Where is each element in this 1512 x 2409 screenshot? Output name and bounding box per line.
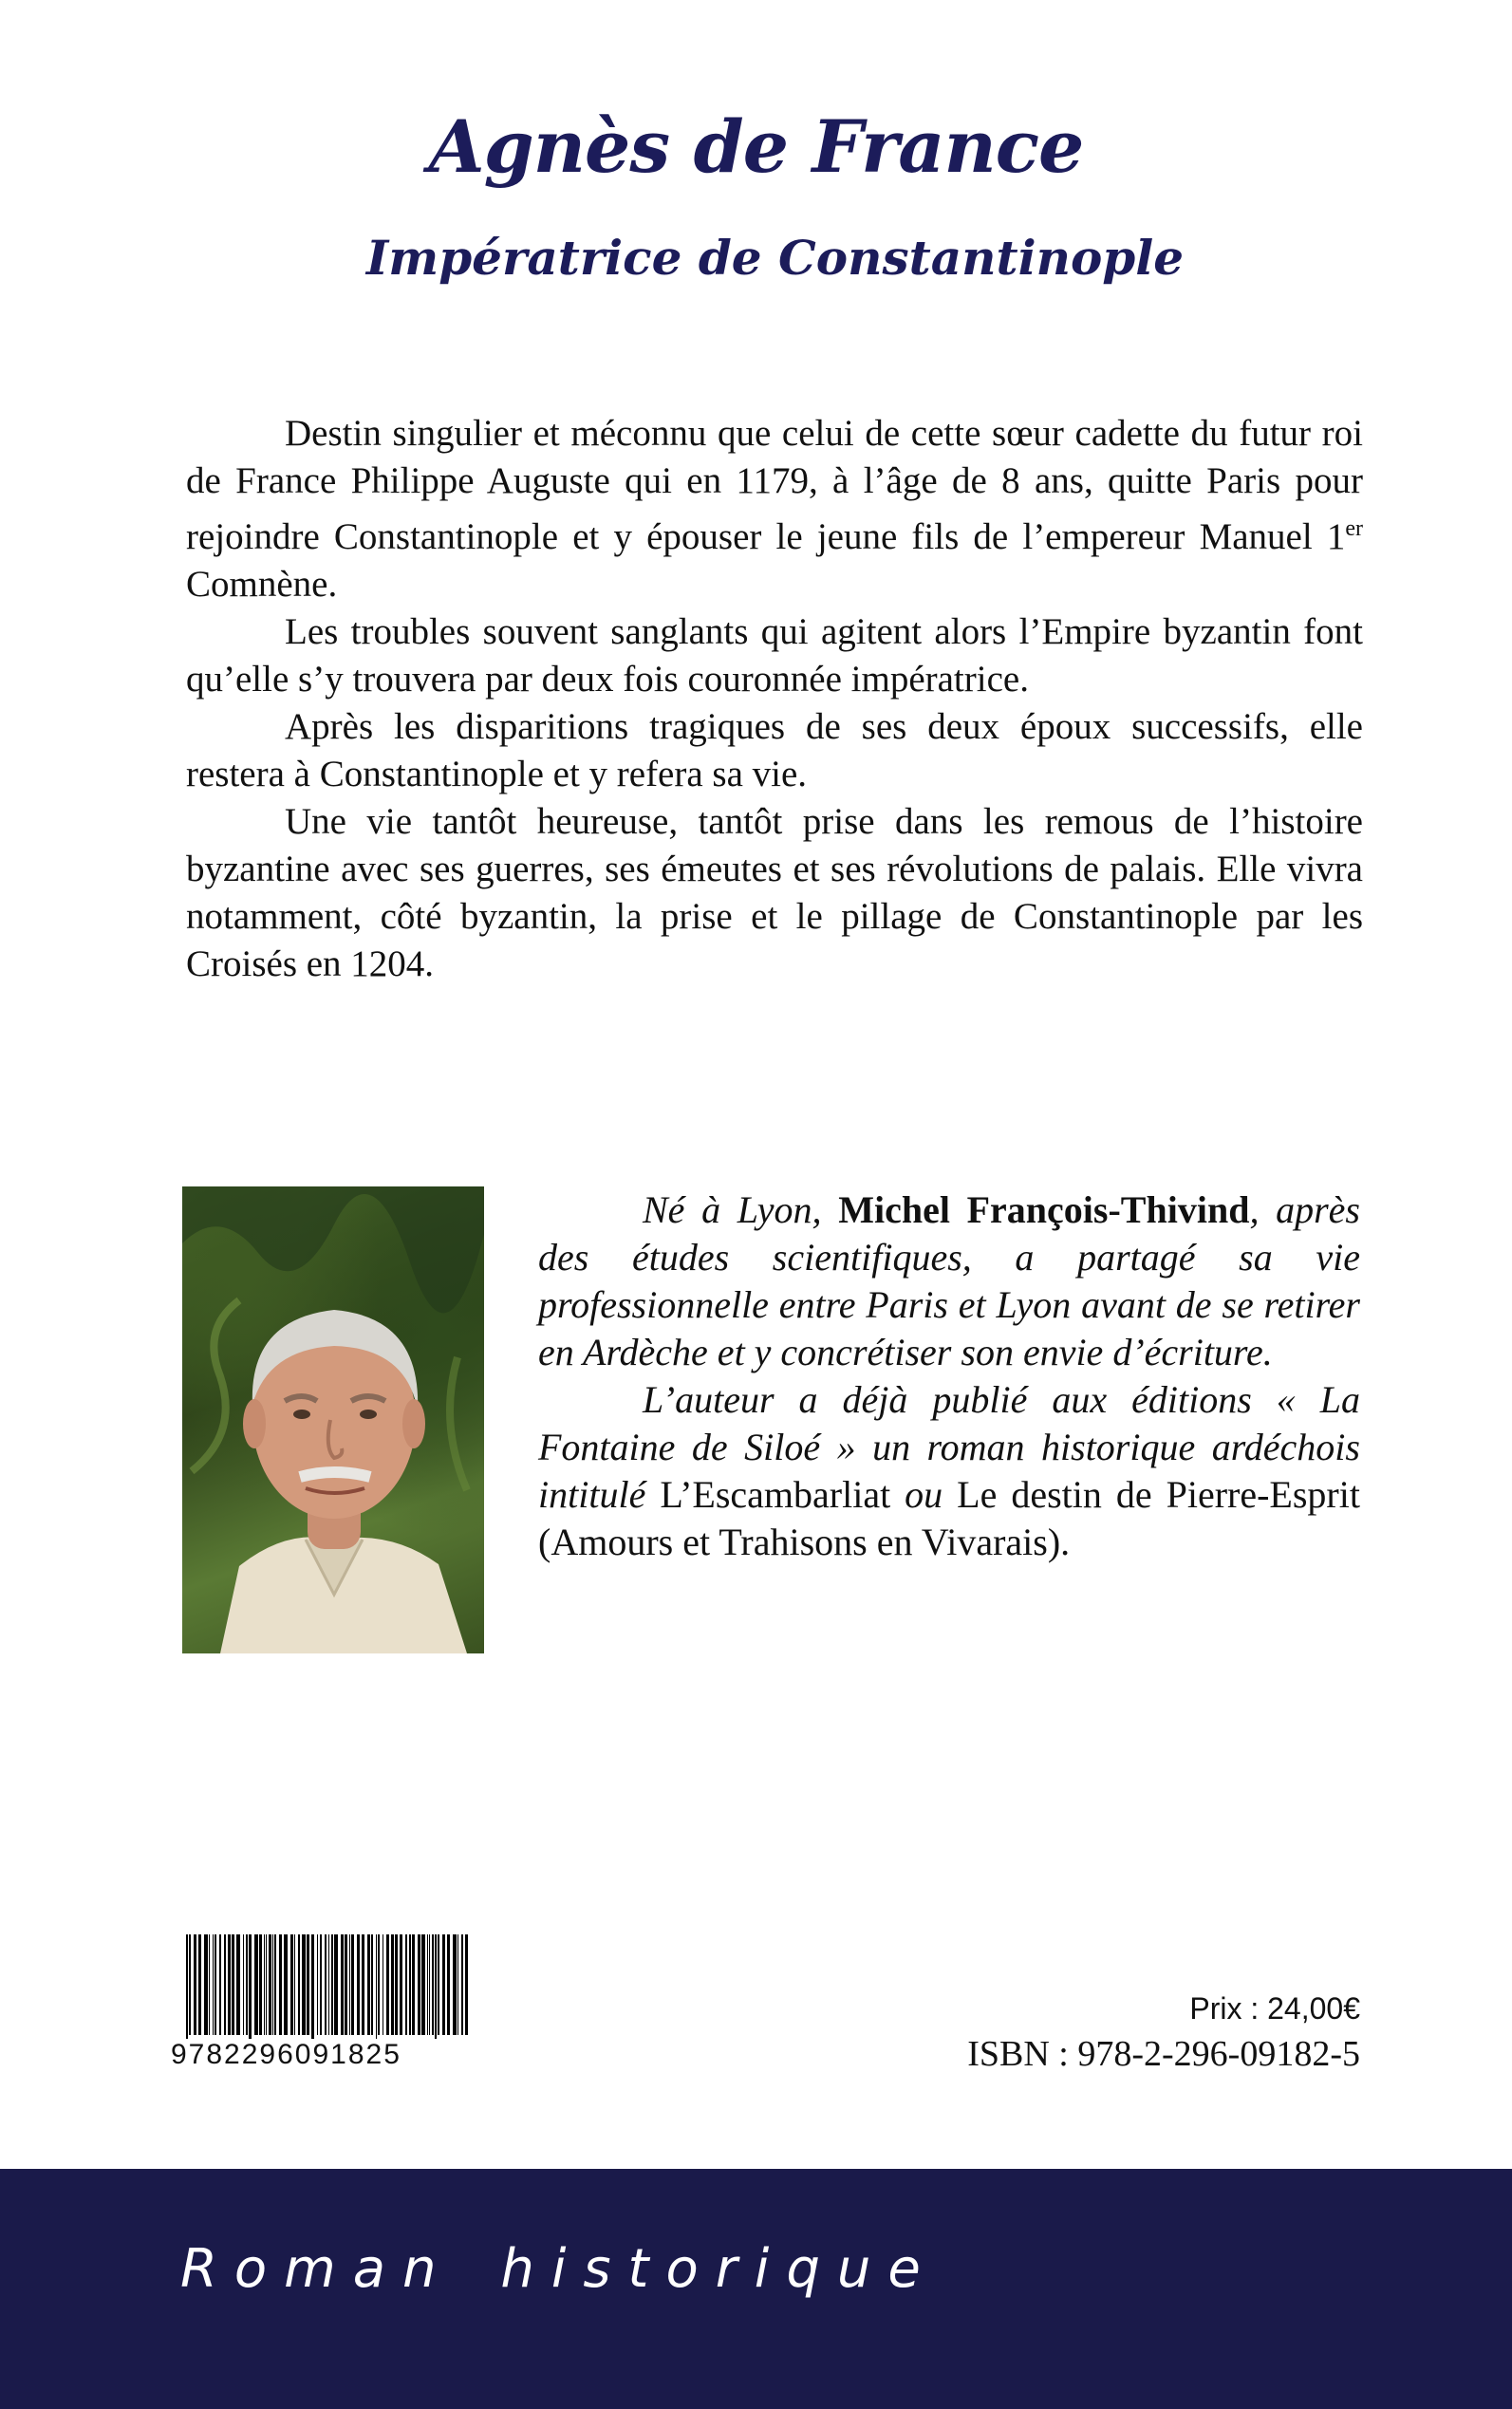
barcode-bar: [378, 1934, 380, 2035]
barcode-bar: [246, 1934, 248, 2035]
barcode-bar: [400, 1934, 402, 2035]
barcode-bar: [412, 1934, 415, 2035]
book-title: Agnès de France: [428, 104, 1084, 189]
barcode-bar: [328, 1934, 329, 2035]
barcode-bar: [447, 1934, 450, 2035]
barcode-bar: [457, 1934, 458, 2035]
barcode-bar: [294, 1934, 295, 2035]
barcode-bar: [219, 1934, 221, 2035]
barcode-bar: [284, 1934, 288, 2035]
barcode-bar: [274, 1934, 276, 2035]
barcode-bar: [232, 1934, 234, 2035]
barcode-bar: [298, 1934, 300, 2035]
barcode-bar: [405, 1934, 407, 2035]
barcode-bar: [376, 1934, 377, 2045]
barcode-bar: [302, 1934, 306, 2035]
barcode-bar: [249, 1934, 252, 2045]
previous-book-title-part-1: L’Escambarliat: [660, 1473, 905, 1516]
barcode-bar: [362, 1934, 364, 2035]
barcode-bar: [453, 1934, 457, 2035]
barcode-bar: [209, 1934, 210, 2035]
summary-paragraph-3: Après les disparitions tragiques de ses deux époux successifs, elle restera à Constantinople et y refera sa vie.: [186, 706, 1363, 794]
barcode-bar: [224, 1934, 226, 2035]
bio-intro: Né à Lyon,: [643, 1188, 839, 1231]
barcode-bar: [461, 1934, 463, 2035]
summary-paragraph-2: Les troubles souvent sanglants qui agitent alors l’Empire byzantin font qu’elle s’y trouvera par deux fois couronnée impératrice.: [186, 611, 1363, 700]
author-bio-paragraph: [538, 1186, 1360, 1376]
author-photo: [182, 1186, 484, 1653]
barcode-bar: [432, 1934, 434, 2035]
summary-paragraph-1-tail: Comnène.: [186, 564, 338, 605]
barcode-bar: [386, 1934, 389, 2035]
collection-name: Roman historique: [180, 2238, 938, 2300]
barcode-bar: [279, 1934, 282, 2035]
barcode-bar: [442, 1934, 445, 2035]
author-publications-paragraph: [538, 1376, 1360, 1566]
barcode-bar: [186, 1934, 188, 2045]
barcode-bar: [395, 1934, 398, 2035]
barcode-bar: [272, 1934, 273, 2035]
barcode-bar: [259, 1934, 262, 2035]
barcode-bars: [182, 1934, 473, 2045]
summary-paragraph-4: Une vie tantôt heureuse, tantôt prise dans les remous de l’histoire byzantine avec ses guerres, ses émeutes et ses révolutions de palais. Elle vivra notamment, côté byzantin, la prise et le pillage de Constantinople par les Croisés en 1204.: [186, 801, 1363, 984]
barcode-digits: 9782296091825: [171, 2039, 490, 2071]
previous-book-title-part-2: Le destin de Pierre-Esprit (Amours et Trahisons en Vivarais).: [538, 1473, 1360, 1563]
barcode-bar: [367, 1934, 370, 2035]
barcode-bar: [290, 1934, 293, 2035]
barcode-bar: [307, 1934, 309, 2035]
barcode-bar: [349, 1934, 350, 2035]
barcode-bar: [429, 1934, 430, 2035]
barcode-bar: [236, 1934, 240, 2035]
barcode-bar: [266, 1934, 267, 2035]
summary-paragraph-1: [186, 410, 1363, 608]
barcode-bar: [269, 1934, 271, 2035]
barcode-bar: [465, 1934, 468, 2035]
barcode-bar: [264, 1934, 265, 2035]
summary-paragraph-1-text: Destin singulier et méconnu que celui de cette sœur cadette du futur roi de France Philippe Auguste qui en 1179, à l’âge de 8 ans, quitte Paris pour rejoindre Constantinople et y épouser le jeune fils de l’empereur Manuel 1: [186, 413, 1363, 557]
barcode-bar: [325, 1934, 327, 2035]
barcode-bar: [204, 1934, 208, 2035]
barcode-bar: [254, 1934, 258, 2035]
barcode-bar: [357, 1934, 360, 2035]
barcode-bar: [213, 1934, 214, 2035]
barcode-bar: [331, 1934, 333, 2035]
author-name: Michel François-Thivind: [838, 1188, 1250, 1231]
barcode-bar: [320, 1934, 322, 2035]
barcode-bar: [243, 1934, 244, 2035]
title-conjunction: ou: [905, 1473, 943, 1516]
barcode-bar: [418, 1934, 420, 2035]
barcode-bar: [421, 1934, 425, 2035]
price-label: Prix : 24,00€: [1189, 1991, 1360, 2026]
barcode-bar: [341, 1934, 344, 2035]
book-subtitle: Impératrice de Constantinople: [365, 230, 1185, 286]
barcode-bar: [334, 1934, 338, 2035]
barcode-bar: [198, 1934, 201, 2035]
barcode-bar: [317, 1934, 318, 2035]
barcode-bar: [311, 1934, 314, 2045]
isbn-label: ISBN : 978-2-296-09182-5: [967, 2034, 1360, 2074]
back-cover-summary: [186, 410, 1363, 988]
ordinal-superscript: er: [1345, 516, 1363, 541]
barcode-bar: [215, 1934, 216, 2035]
author-biography: [538, 1186, 1360, 1566]
bio-rest: , après des études scientifiques, a partagé sa vie professionnelle entre Paris et Lyon avant de se retirer en Ardèche et y concrétiser son envie d’écriture.: [538, 1188, 1360, 1373]
barcode-bar: [435, 1934, 437, 2045]
publications-intro: L’auteur a déjà publié aux éditions « La Fontaine de Siloé » un roman historique ardéchois intitulé: [538, 1378, 1360, 1516]
barcode-bar: [189, 1934, 191, 2035]
barcode-bar: [371, 1934, 373, 2035]
barcode-bar: [427, 1934, 428, 2035]
barcode-bar: [391, 1934, 394, 2035]
barcode-bar: [228, 1934, 231, 2035]
barcode-bar: [345, 1934, 347, 2035]
barcode-bar: [351, 1934, 354, 2035]
barcode-bar: [409, 1934, 411, 2035]
barcode-bar: [194, 1934, 196, 2035]
barcode-bar: [438, 1934, 439, 2035]
author-portrait-illustration: [182, 1186, 484, 1653]
